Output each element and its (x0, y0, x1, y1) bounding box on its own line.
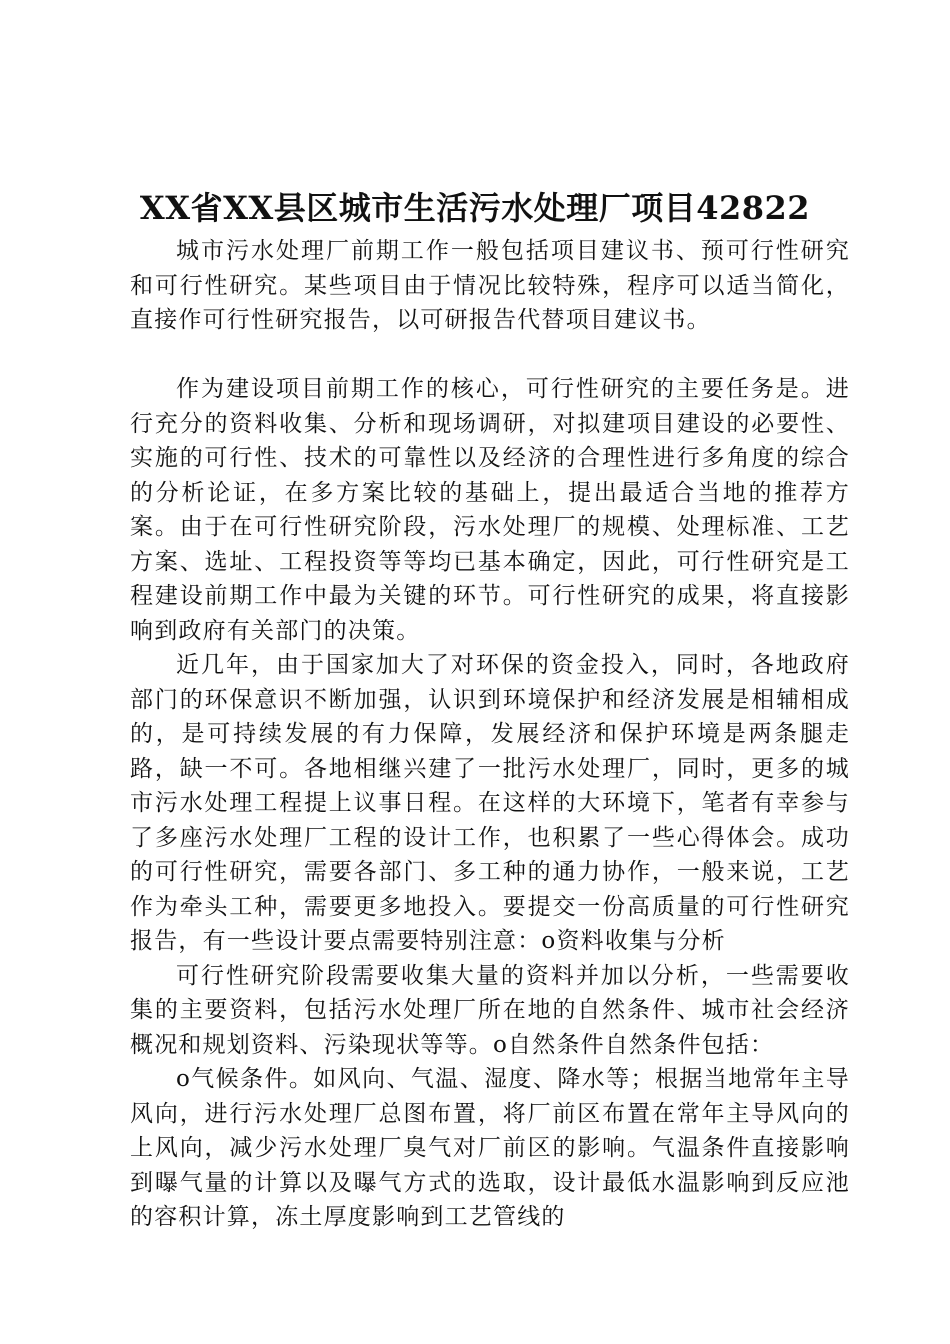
paragraph-3: 近几年，由于国家加大了对环保的资金投入，同时，各地政府部门的环保意识不断加强，认识到环境保护和经济发展是相辅相成的，是可持续发展的有力保障，发展经济和保护环境是两条腿走路，缺一不可。各地相继兴建了一批污水处理厂，同时，更多的城市污水处理工程提上议事日程。在这样的大环境下，笔者有幸参与了多座污水处理厂工程的设计工作，也积累了一些心得体会。成功的可行性研究，需要各部门、多工种的通力协作，一般来说，工艺作为牵头工种，需要更多地投入。要提交一份高质量的可行性研究报告，有一些设计要点需要特别注意：o资料收集与分析 (130, 652, 850, 954)
document-title: XX省XX县区城市生活污水处理厂项目42822 (139, 189, 811, 227)
paragraph-2: 作为建设项目前期工作的核心，可行性研究的主要任务是。进行充分的资料收集、分析和现场调研，对拟建项目建设的必要性、实施的可行性、技术的可靠性以及经济的合理性进行多角度的综合的分析论证，在多方案比较的基础上，提出最适合当地的推荐方案。由于在可行性研究阶段，污水处理厂的规模、处理标准、工艺方案、选址、工程投资等等均已基本确定，因此，可行性研究是工程建设前期工作中最为关键的环节。可行性研究的成果，将直接影响到政府有关部门的决策。 (130, 376, 850, 644)
paragraph-spacer (130, 338, 850, 373)
paragraph-5: o气候条件。如风向、气温、湿度、降水等；根据当地常年主导风向，进行污水处理厂总图布置，将厂前区布置在常年主导风向的上风向，减少污水处理厂臭气对厂前区的影响。气温条件直接影响到曝气量的计算以及曝气方式的选取，设计最低水温影响到反应池的容积计算，冻土厚度影响到工艺管线的 (130, 1066, 850, 1230)
paragraph-4: 可行性研究阶段需要收集大量的资料并加以分析，一些需要收集的主要资料，包括污水处理厂所在地的自然条件、城市社会经济概况和规划资料、污染现状等等。o自然条件自然条件包括： (130, 962, 850, 1058)
paragraph-1: 城市污水处理厂前期工作一般包括项目建议书、预可行性研究和可行性研究。某些项目由于情况比较特殊，程序可以适当简化，直接作可行性研究报告，以可研报告代替项目建议书。 (130, 238, 850, 333)
document-body (130, 234, 850, 1235)
